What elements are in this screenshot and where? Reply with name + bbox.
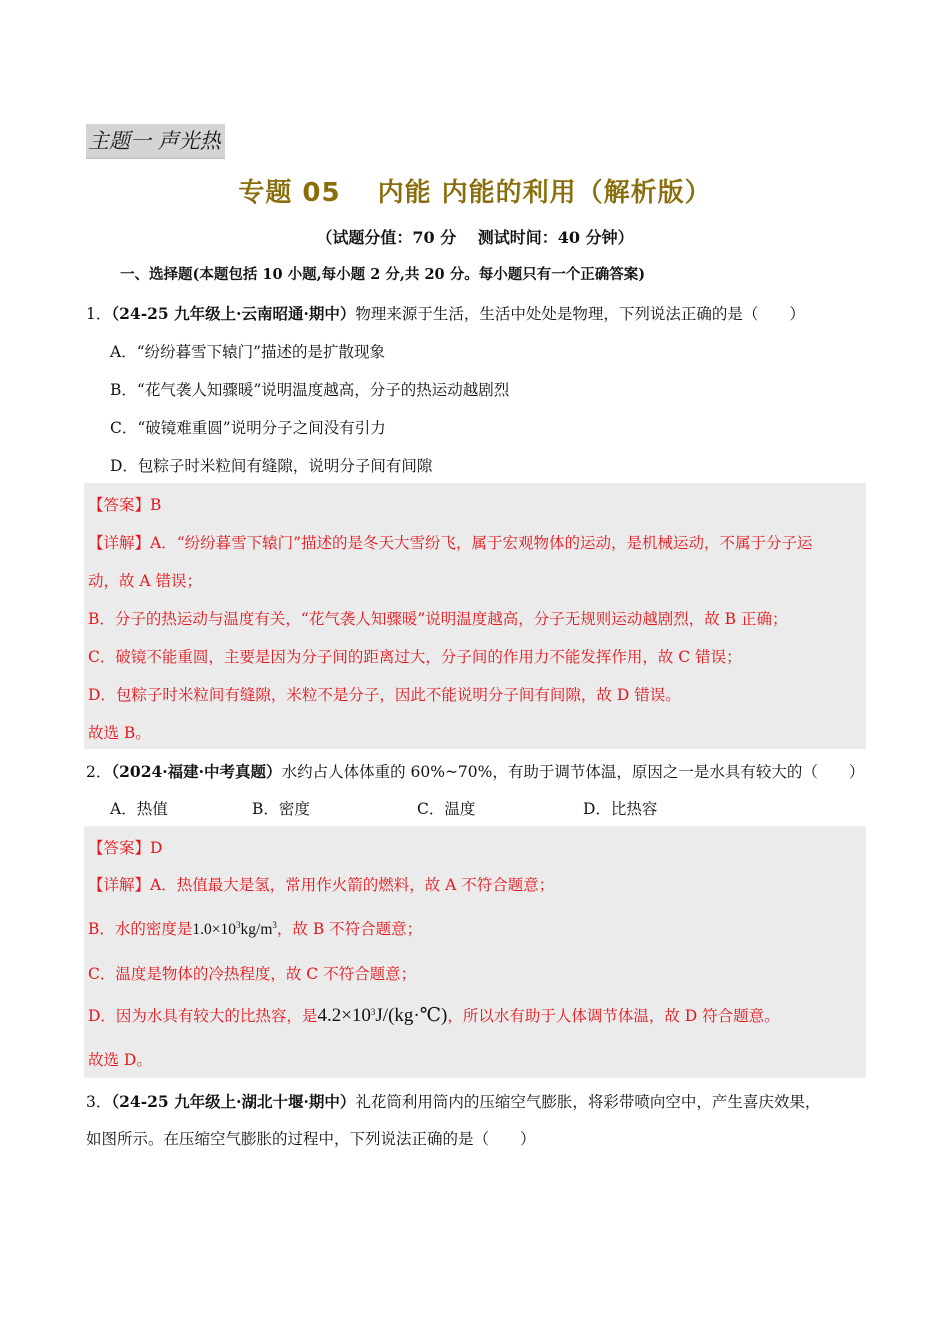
question-source: （2024·福建·中考真题） [111,762,282,781]
question-3-stem-cont: 如图所示。在压缩空气膨胀的过程中，下列说法正确的是（ ） [86,1130,536,1148]
answer-value: B [150,496,162,514]
question-number: 1． [86,305,112,323]
detail-line-4: C．破镜不能重圆，主要是因为分子间的距离过大，分子间的作用力不能发挥作用，故 C 错误； [88,648,742,666]
page-title: 专题 05 内能 内能的利用（解析版） [238,178,712,208]
heat-capacity-formula: $4.2\times 10^3J/(kg\cdot℃)$ [317,1005,448,1026]
detail-line-3: B．分子的热运动与温度有关，“花气袭人知骤暖”说明温度越高，分子无规则运动越剧烈，故 B 正确； [88,610,788,628]
detail-line-5: D．包粽子时米粒间有缝隙，米粒不是分子，因此不能说明分子间有间隙，故 D 错误。 [88,686,681,704]
answer-line [88,836,162,858]
density-formula: $1.0\times 10^3kg/m^3$ [192,920,277,938]
answer-label: 【答案】 [88,496,151,514]
answer-line [88,493,161,515]
exam-info: （试题分值：70 分 测试时间：40 分钟） [316,228,634,247]
question-source: （24-25 九年级上·云南昭通·期中） [111,304,356,323]
option-a: A．“纷纷暮雪下辕门”描述的是扩散现象 [110,343,386,361]
option-b: B．密度 [252,800,310,818]
question-stem: 礼花筒利用筒内的压缩空气膨胀，将彩带喷向空中，产生喜庆效果， [355,1093,821,1111]
detail-line-2: 动，故 A 错误； [88,572,203,590]
answer-label: 【答案】 [88,839,151,857]
detail-line-b: B．水的密度是$1.0\times 10^3kg/m^3$，故 B 不符合题意； [88,920,423,938]
question-2 [86,760,864,782]
option-c: C．“破镜难重圆”说明分子之间没有引力 [110,419,386,437]
question-number: 3． [86,1093,112,1111]
conclusion: 故选 D。 [88,1051,152,1069]
answer-box-2 [84,826,866,1078]
question-1 [86,302,805,324]
option-a: A．热值 [110,800,168,818]
detail-line-c: C．温度是物体的冷热程度，故 C 不符合题意； [88,965,417,983]
topic-label: 主题一 声光热 [86,124,225,159]
option-d: D．比热容 [583,800,658,818]
detail-label: 【详解】 [88,876,151,894]
question-number: 2． [86,763,112,781]
question-stem: 物理来源于生活，生活中处处是物理，下列说法正确的是（ ） [355,305,805,323]
detail-line-a: 【详解】A．热值最大是氢，常用作火箭的燃料，故 A 不符合题意； [88,876,555,894]
option-b: B．“花气袭人知骤暖”说明温度越高，分子的热运动越剧烈 [110,381,510,399]
detail-label: 【详解】 [88,534,151,552]
conclusion: 故选 B。 [88,724,151,742]
option-d: D．包粽子时米粒间有缝隙，说明分子间有间隙 [110,457,433,475]
section-heading: 一、选择题(本题包括 10 小题,每小题 2 分,共 20 分。每小题只有一个正确答案) [120,266,646,283]
detail-line-1: 【详解】A．“纷纷暮雪下辕门”描述的是冬天大雪纷飞，属于宏观物体的运动，是机械运动，不属于分子运 [88,534,813,552]
question-stem: 水约占人体体重的 60%~70%，有助于调节体温，原因之一是水具有较大的（ ） [281,763,865,781]
answer-value: D [150,839,163,857]
option-c: C．温度 [417,800,476,818]
detail-line-d: D．因为水具有较大的比热容，是$4.2\times 10^3J/(kg\cdot℃)$，所以水有助于人体调节体温，故 D 符合题意。 [88,1005,780,1026]
answer-box-1 [84,483,866,749]
question-3 [86,1090,820,1112]
question-source: （24-25 九年级上·湖北十堰·期中） [111,1092,356,1111]
